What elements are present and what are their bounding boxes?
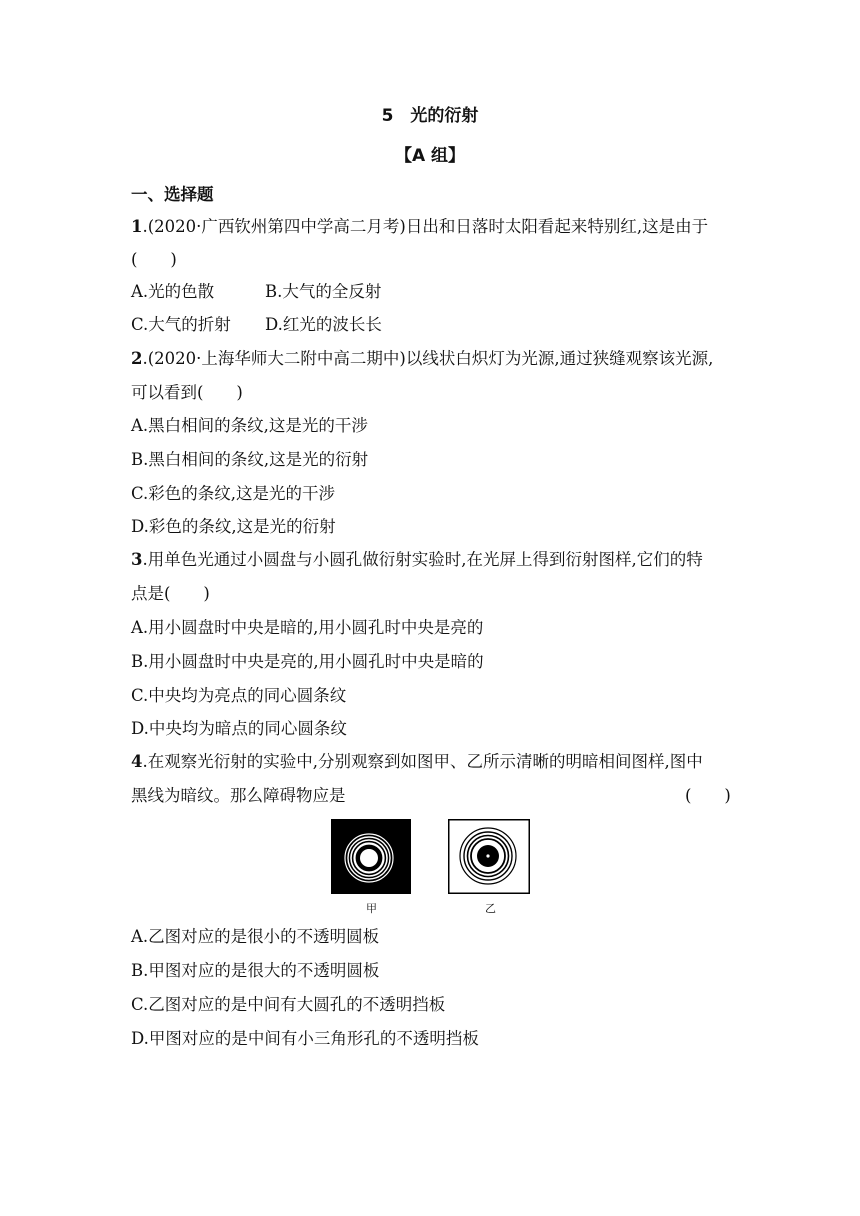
- option-1a: A.光的色散: [131, 282, 215, 301]
- question-4-line-1: 4.在观察光衍射的实验中,分别观察到如图甲、乙所示清晰的明暗相间图样,图中: [131, 752, 703, 771]
- figure-yi-label: 乙: [485, 902, 496, 915]
- question-number: 3: [131, 550, 143, 569]
- option-1d: D.红光的波长长: [265, 315, 382, 334]
- figure-jia-diffraction-pattern: [331, 819, 411, 894]
- section-heading: 一、选择题: [131, 185, 214, 204]
- option-4a: A.乙图对应的是很小的不透明圆板: [131, 927, 380, 946]
- option-3b: B.用小圆盘时中央是亮的,用小圆孔时中央是暗的: [131, 652, 484, 671]
- option-3d: D.中央均为暗点的同心圆条纹: [131, 719, 347, 738]
- option-2d: D.彩色的条纹,这是光的衍射: [131, 517, 336, 536]
- option-2b: B.黑白相间的条纹,这是光的衍射: [131, 450, 369, 469]
- option-2c: C.彩色的条纹,这是光的干涉: [131, 484, 336, 503]
- question-4-line-2: 黑线为暗纹。那么障碍物应是: [131, 786, 346, 805]
- question-1-line-1: 1.(2020·广西钦州第四中学高二月考)日出和日落时太阳看起来特别红,这是由于: [131, 217, 709, 236]
- option-4b: B.甲图对应的是很大的不透明圆板: [131, 961, 380, 980]
- question-2-line-1: 2.(2020·上海华师大二附中高二期中)以线状白炽灯为光源,通过狭缝观察该光源,: [131, 349, 714, 368]
- option-1c: C.大气的折射: [131, 315, 231, 334]
- question-2-line-2: 可以看到( ): [131, 383, 243, 402]
- group-heading: 【A 组】: [394, 146, 466, 166]
- option-4c: C.乙图对应的是中间有大圆孔的不透明挡板: [131, 995, 446, 1014]
- option-3a: A.用小圆盘时中央是暗的,用小圆孔时中央是亮的: [131, 618, 484, 637]
- question-3-line-1: 3.用单色光通过小圆盘与小圆孔做衍射实验时,在光屏上得到衍射图样,它们的特: [131, 550, 703, 569]
- question-number: 1: [131, 217, 143, 236]
- option-4d: D.甲图对应的是中间有小三角形孔的不透明挡板: [131, 1029, 479, 1048]
- question-number: 4: [131, 752, 143, 771]
- figure-jia-label: 甲: [366, 902, 377, 915]
- question-3-line-2: 点是( ): [131, 584, 210, 603]
- question-4-answer-paren: ( ): [685, 786, 731, 805]
- option-1b: B.大气的全反射: [265, 282, 382, 301]
- option-3c: C.中央均为亮点的同心圆条纹: [131, 686, 347, 705]
- question-1-line-2: ( ): [131, 250, 177, 269]
- figure-yi-diffraction-pattern: [448, 819, 530, 894]
- question-number: 2: [131, 349, 143, 368]
- option-2a: A.黑白相间的条纹,这是光的干涉: [131, 416, 368, 435]
- page-title: 5 光的衍射: [381, 106, 479, 126]
